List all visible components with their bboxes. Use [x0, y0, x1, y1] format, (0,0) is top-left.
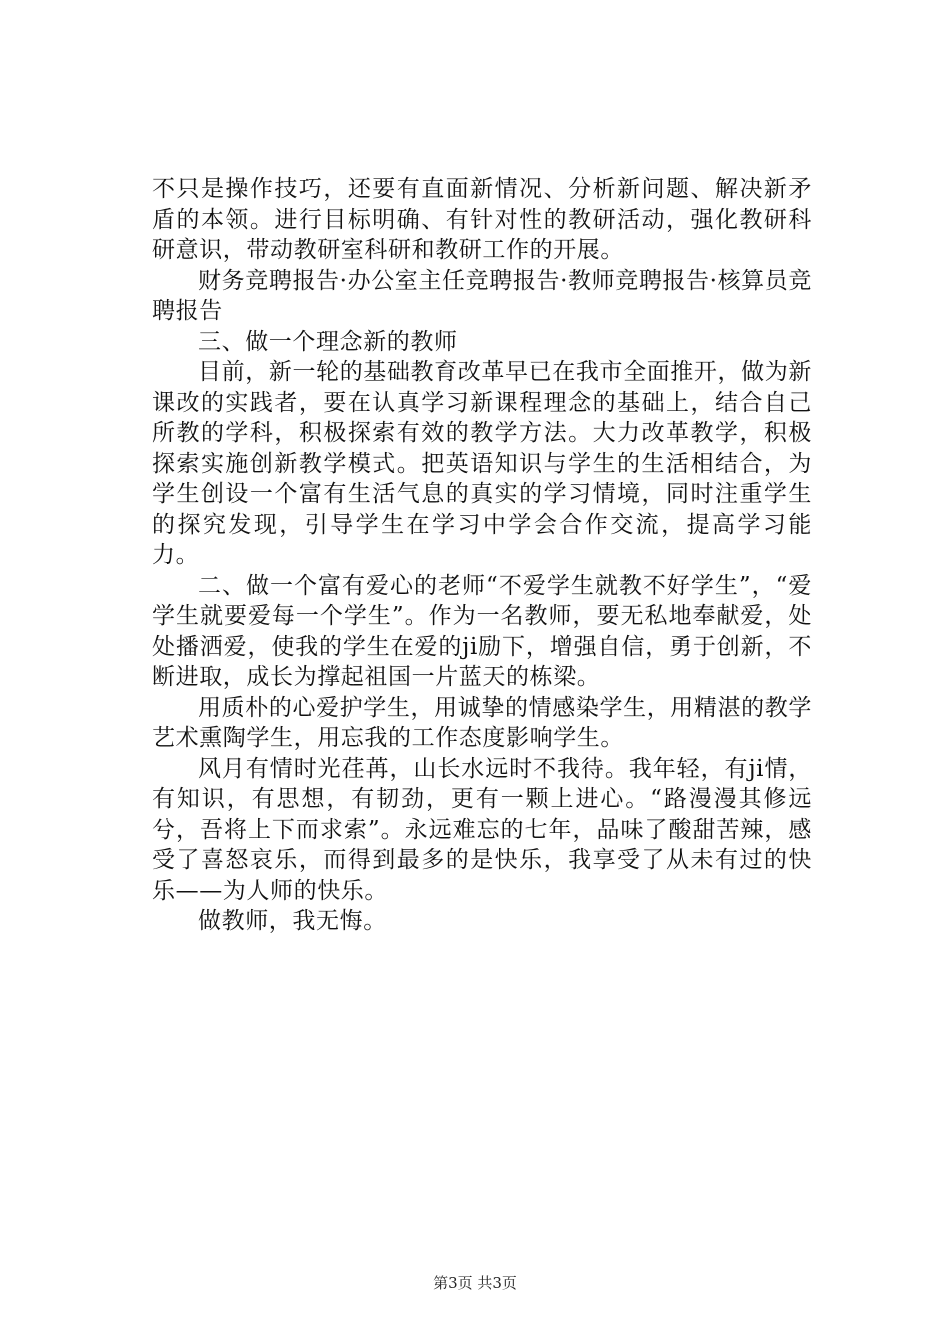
paragraph-1: 不只是操作技巧，还要有直面新情况、分析新问题、解决新矛盾的本领。进行目标明确、有针对性的教研活动，强化教研科研意识，带动教研室科研和教研工作的开展。 — [152, 176, 812, 263]
paragraph-2: 财务竞聘报告·办公室主任竞聘报告·教师竞聘报告·核算员竞聘报告 — [152, 267, 812, 324]
body-text — [152, 174, 812, 937]
section-heading-3: 三、做一个理念新的教师 — [198, 328, 458, 355]
paragraph-8: 做教师，我无悔。 — [198, 908, 387, 934]
paragraph-7: 风月有情时光荏苒，山长水远时不我待。我年轻，有ji情，有知识，有思想，有韧劲，更有一颗上进心。“路漫漫其修远兮，吾将上下而求索”。永远难忘的七年，品味了酸甜苦辣，感受了喜怒哀乐，而得到最多的是快乐，我享受了从未有过的快乐——为人师的快乐。 — [152, 755, 812, 904]
paragraph-5: 二、做一个富有爱心的老师“不爱学生就教不好学生”，“爱学生就要爱每一个学生”。作为一名教师，要无私地奉献爱，处处播洒爱，使我的学生在爱的ji励下，增强自信，勇于创新，不断进取，成长为撑起祖国一片蓝天的栋梁。 — [152, 572, 812, 690]
paragraph-6: 用质朴的心爱护学生，用诚挚的情感染学生，用精湛的教学艺术熏陶学生，用忘我的工作态度影响学生。 — [152, 694, 812, 751]
page-number-footer: 第3页 共3页 — [433, 1274, 517, 1292]
paragraph-4: 目前，新一轮的基础教育改革早已在我市全面推开，做为新课改的实践者，要在认真学习新课程理念的基础上，结合自己所教的学科，积极探索有效的教学方法。大力改革教学，积极探索实施创新教学模式。把英语知识与学生的生活相结合，为学生创设一个富有生活气息的真实的学习情境，同时注重学生的探究发现，引导学生在学习中学会合作交流，提高学习能力。 — [152, 359, 812, 568]
